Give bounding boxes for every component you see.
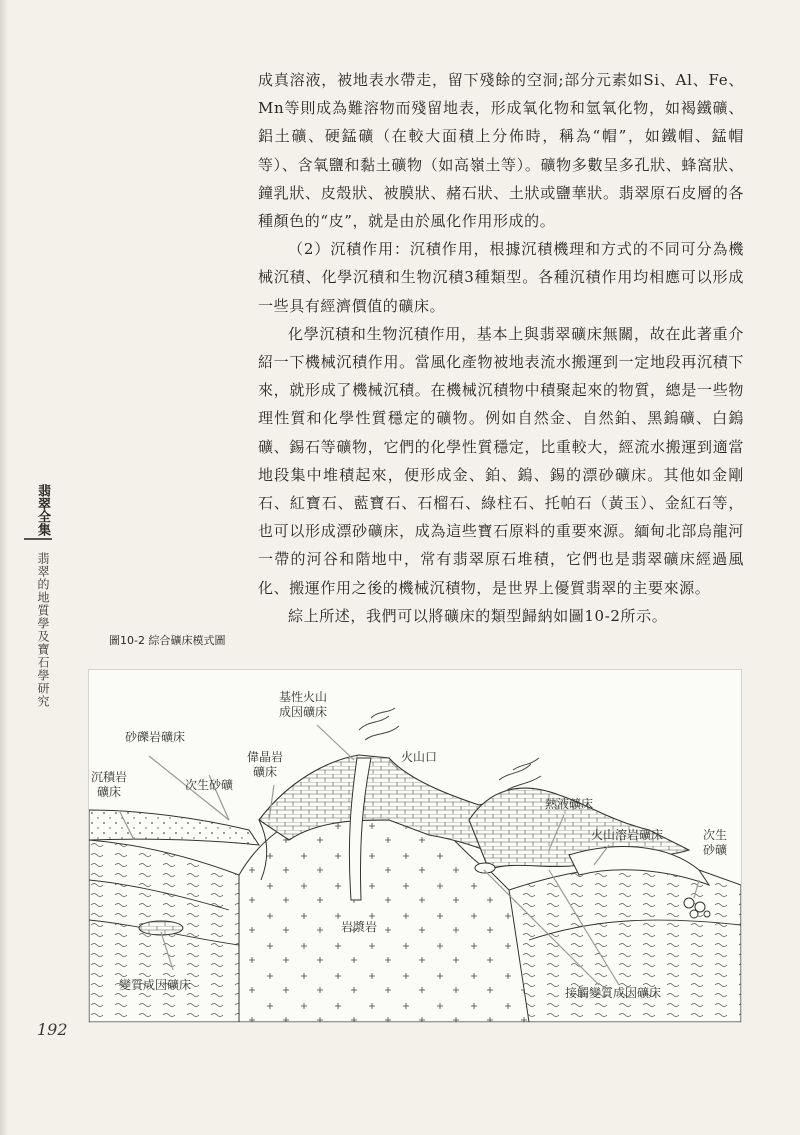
figure-caption: 圖10-2 綜合礦床模式圖 [109,634,226,647]
label-secondary-sand: 次生砂礦 [185,778,234,792]
label-contact-metamorphic: 接觸變質成因礦床 [565,986,662,1000]
label-hydrothermal: 熱液礦床 [545,797,594,811]
paragraph-3: 化學沉積和生物沉積作用，基本上與翡翠礦床無關，故在此著重介紹一下機械沉積作用。當風化產物被地表流水搬運到一定地段再沉積下來，就形成了機械沉積。在機械沉積物中積聚起來的物質，總是一些物理性質和化學性質穩定的礦物。例如自然金、自然鉑、黑鎢礦、白鎢礦、錫石等礦物，它們的化學性質穩定，比重較大，經流水搬運到適當地段集中堆積起來，便形成金、鉑、鎢、錫的漂砂礦床。其他如金剛石、紅寶石、藍寶石、石榴石、綠柱石、托帕石（黃玉）、金紅石等，也可以形成漂砂礦床，成為這些寶石原料的重要來源。緬甸北部烏龍河一帶的河谷和階地中，常有翡翠原石堆積，它們也是翡翠礦床經過風化、搬運作用之後的機械沉積物，是世界上優質翡翠的主要來源。 [258,324,744,597]
chapter-title: 翡翠的地質學及寶石學研究 [36,552,50,708]
page-number: 192 [37,1020,68,1039]
book-title: 翡翠全集 [35,484,50,536]
label-pegmatite: 偉晶岩 礦床 [247,750,284,779]
label-lava: 火山溶岩礦床 [591,828,664,842]
side-divider [24,538,52,540]
label-secondary-sand-2: 次生 砂礦 [703,828,728,857]
paragraph-4: 綜上所述，我們可以將礦床的類型歸納如圖10-2所示。 [288,606,668,625]
body-text [258,66,744,630]
label-magma: 岩漿岩 [341,920,378,934]
paragraph-1: 成真溶液，被地表水帶走，留下殘餘的空洞;部分元素如Si、Al、Fe、Mn等則成為難溶物而殘留地表，形成氧化物和氫氧化物，如褐鐵礦、鋁土礦、硬錳礦（在較大面積上分佈時，稱為“帽”，如鐵帽、錳帽等）、含氧鹽和黏土礦物（如高嶺土等）。礦物多數呈多孔狀、蜂窩狀、鐘乳狀、皮殼狀、被膜狀、赭石狀、土狀或鹽華狀。翡翠原石皮層的各種顏色的“皮”，就是由於風化作用形成的。 [258,71,744,231]
paragraph-2: （2）沉積作用：沉積作用，根據沉積機理和方式的不同可分為機械沉積、化學沉積和生物沉積3種類型。各種沉積作用均相應可以形成一些具有經濟價值的礦床。 [258,240,744,315]
label-crater: 火山口 [401,750,438,764]
label-sedimentary: 沉積岩 礦床 [91,770,128,799]
label-basic-volcanic: 基性火山 成因礦床 [279,690,328,719]
label-conglomerate: 砂礫岩礦床 [125,730,186,744]
diagram-drawing [89,670,741,1022]
page-edge [0,0,8,1135]
ore-deposit-diagram [88,669,742,1023]
label-metamorphic: 變質成因礦床 [119,978,192,992]
